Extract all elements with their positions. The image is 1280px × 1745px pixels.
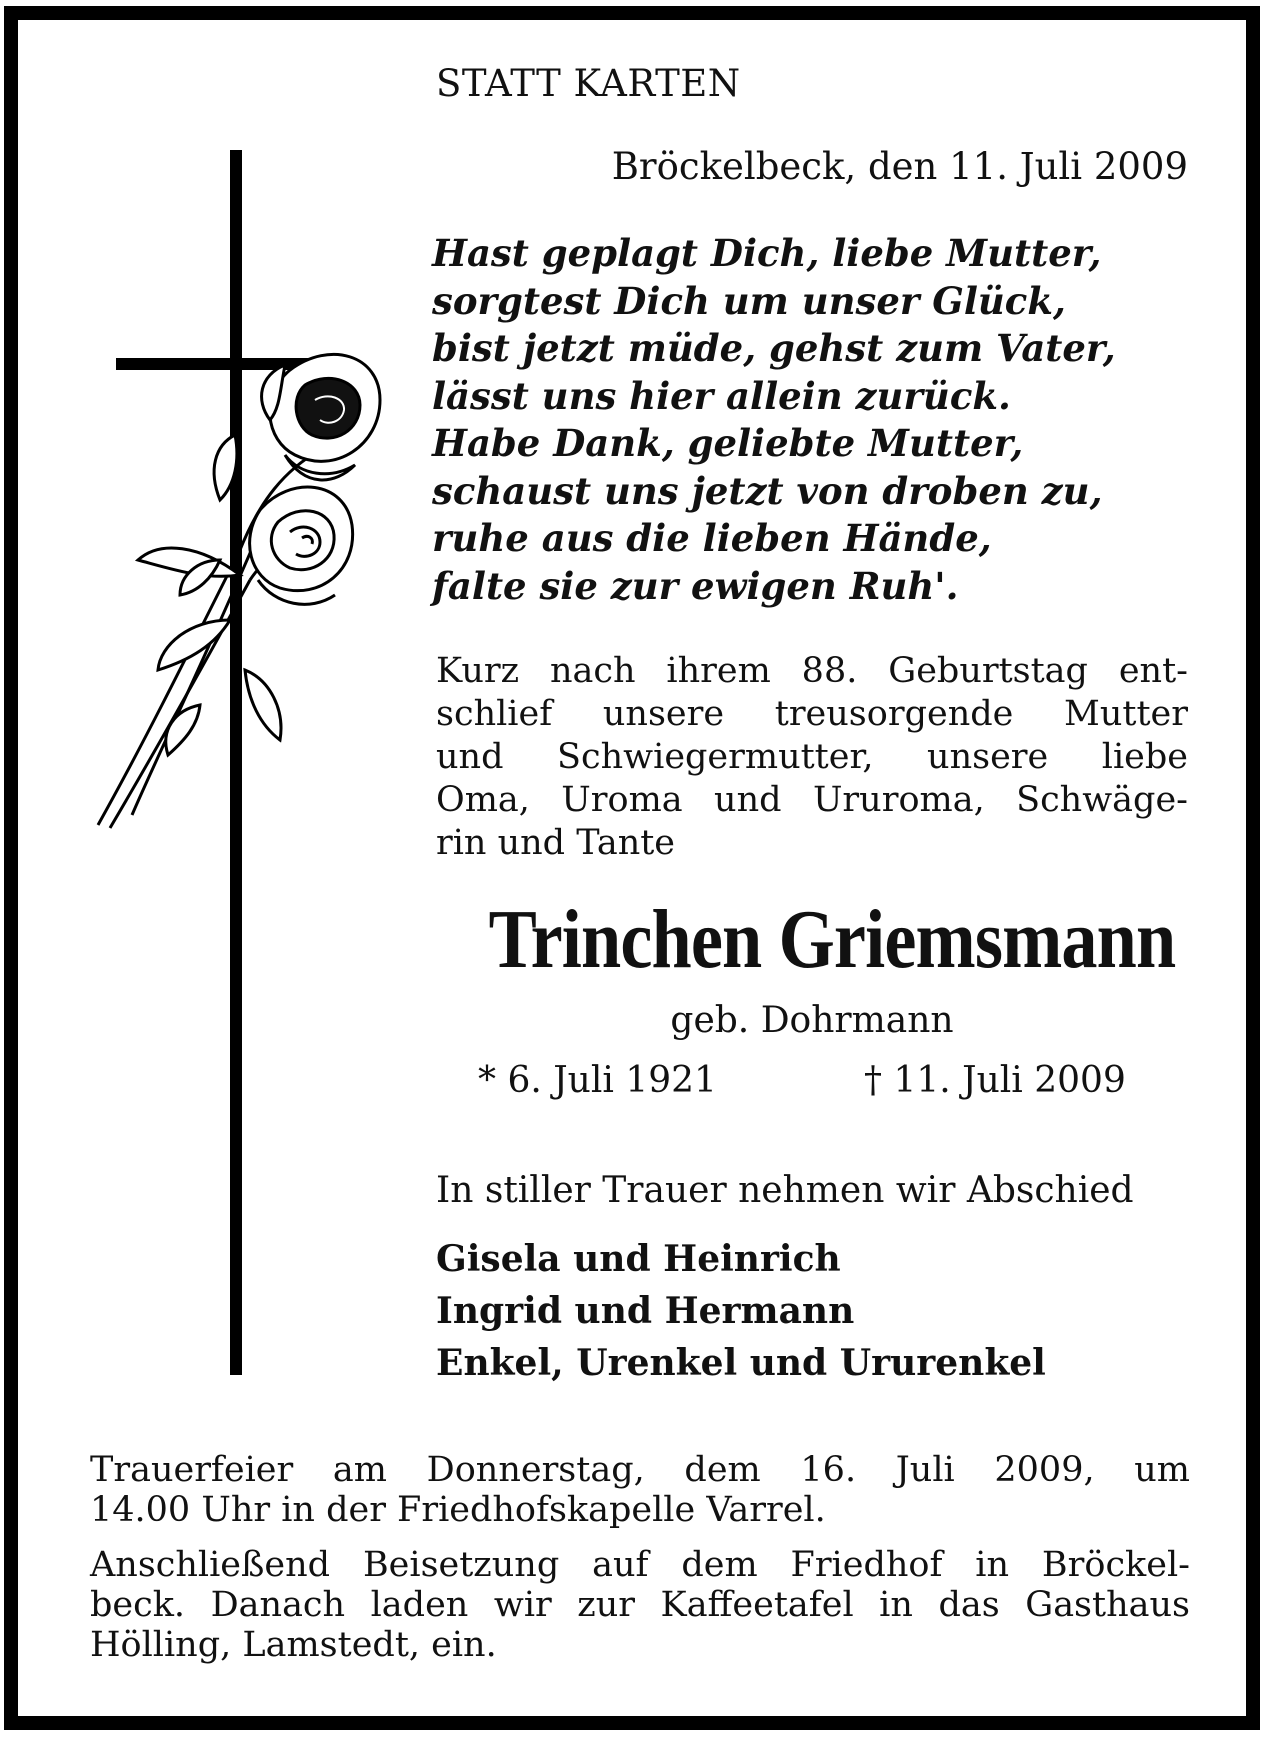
- poem-line: ruhe aus die lieben Hände,: [432, 516, 992, 560]
- poem-line: Hast geplagt Dich, liebe Mutter,: [432, 231, 1102, 275]
- poem-line: bist jetzt müde, gehst zum Vater,: [432, 326, 1116, 370]
- poem-line: sorgtest Dich um unser Glück,: [432, 278, 1066, 323]
- death-date: † 11. Juli 2009: [864, 1060, 1126, 1101]
- maiden-name: geb. Dohrmann: [670, 1000, 954, 1041]
- cross-with-roses-icon: [80, 150, 420, 1390]
- mourning-line: In stiller Trauer nehmen wir Abschied: [436, 1170, 1134, 1211]
- family-entry: Ingrid und Hermann: [436, 1290, 855, 1332]
- burial-line: Anschließend Beisetzung auf dem Friedhof in Bröckel-: [90, 1545, 1190, 1585]
- family-entry: Enkel, Urenkel und Ururenkel: [436, 1342, 1046, 1384]
- intro-line: und Schwiegermutter, unsere liebe: [436, 737, 1188, 777]
- poem-line: Habe Dank, geliebte Mutter,: [432, 421, 1024, 465]
- poem-line: schaust uns jetzt von droben zu,: [432, 468, 1103, 513]
- poem-line: falte sie zur ewigen Ruh'.: [432, 563, 959, 608]
- intro-line: schlief unsere treusorgende Mutter: [436, 694, 1188, 734]
- burial-line: Hölling, Lamstedt, ein.: [90, 1625, 497, 1665]
- service-info: [90, 1450, 1190, 1530]
- deceased-name: Trinchen Griemsmann: [488, 893, 1176, 986]
- header-statt-karten: STATT KARTEN: [436, 62, 741, 105]
- place-date-line: Bröckelbeck, den 11. Juli 2009: [611, 145, 1188, 188]
- service-line: Trauerfeier am Donnerstag, dem 16. Juli 2009, um: [90, 1450, 1190, 1490]
- intro-paragraph: [436, 650, 1188, 865]
- family-signatures: [436, 1233, 1046, 1389]
- intro-line: Oma, Uroma und Ururoma, Schwäge-: [436, 780, 1188, 820]
- poem-line: lässt uns hier allein zurück.: [432, 373, 1011, 418]
- memorial-poem: [432, 230, 1152, 610]
- family-entry: Gisela und Heinrich: [436, 1238, 841, 1280]
- intro-line: rin und Tante: [436, 823, 676, 863]
- birth-date: * 6. Juli 1921: [478, 1060, 717, 1101]
- burial-info: [90, 1545, 1190, 1665]
- service-line: 14.00 Uhr in der Friedhofskapelle Varrel.: [90, 1490, 826, 1530]
- intro-line: Kurz nach ihrem 88. Geburtstag ent-: [436, 651, 1188, 691]
- burial-line: beck. Danach laden wir zur Kaffeetafel in das Gasthaus: [90, 1585, 1190, 1625]
